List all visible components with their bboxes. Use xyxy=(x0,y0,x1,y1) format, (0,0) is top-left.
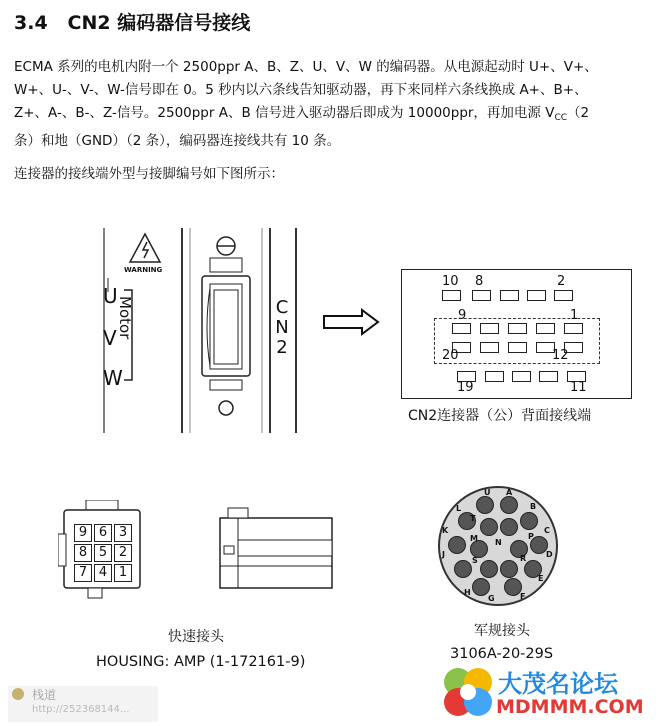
pin-8-label: 8 xyxy=(475,274,484,289)
drive-front-panel xyxy=(100,228,310,433)
pin-10-label: 10 xyxy=(442,274,459,289)
pin-7: 7 xyxy=(74,564,92,582)
pin-19-label: 19 xyxy=(457,380,474,395)
intro-paragraph xyxy=(14,56,654,153)
watermark-label: 栈道 xyxy=(32,688,57,702)
motor-label: Motor xyxy=(116,296,134,340)
cn2-label: C N 2 xyxy=(275,297,289,358)
pin-1: 1 xyxy=(114,564,132,582)
connector-intro: 连接器的接线端外型与接脚编号如下图所示： xyxy=(14,166,284,182)
quick-connector-caption: 快速接头 xyxy=(168,629,224,645)
pin-11-label: 11 xyxy=(570,380,587,395)
arrow-icon xyxy=(322,308,382,336)
pin-9: 9 xyxy=(74,524,92,542)
pin-5: 5 xyxy=(94,544,112,562)
watermark-left xyxy=(8,686,158,722)
pin-8: 8 xyxy=(74,544,92,562)
para-line: Z+、A-、B-、Z-信号。2500ppr A、B 信号进入驱动器后即成为 10000ppr，再加电源 $V_{CC}(2$ xyxy=(14,105,590,123)
terminal-u: U xyxy=(103,284,118,308)
pin-4: 4 xyxy=(94,564,112,582)
warning-label: WARNING xyxy=(124,266,163,274)
pin-3: 3 xyxy=(114,524,132,542)
military-model-label: 3106A-20-29S xyxy=(450,646,554,662)
pin-2: 2 xyxy=(114,544,132,562)
military-connector: A B C D E F G H J K L M N P R S T U xyxy=(438,486,558,606)
pin-12-label: 12 xyxy=(552,348,569,363)
vcc-subscript: CC xyxy=(554,113,568,123)
pin-9-label: 9 xyxy=(458,308,467,323)
cn2-caption: CN2连接器（公）背面接线端 xyxy=(408,408,592,424)
pin-6: 6 xyxy=(94,524,112,542)
quick-connector-side xyxy=(218,506,338,596)
quick-connector-front xyxy=(58,500,146,600)
cn2-connector-diagram xyxy=(401,269,632,399)
section-title: CN2 编码器信号接线 xyxy=(67,12,251,34)
watermark-url: http://252368144... xyxy=(32,704,130,715)
section-number: 3.4 xyxy=(14,12,48,34)
terminal-w: W xyxy=(103,366,123,390)
terminal-v: V xyxy=(103,326,117,350)
para-line: W+、U-、V-、W-信号即在 0。5 秒内以六条线告知驱动器，再下来同样六条线换成 A+、B+、 xyxy=(14,82,588,98)
section-heading xyxy=(14,8,250,35)
site-url: MDMMM.COM xyxy=(496,696,644,718)
military-connector-caption: 军规接头 xyxy=(474,623,530,639)
para-line: ECMA 系列的电机内附一个 2500ppr A、B、Z、U、V、W 的编码器。从电源起动时 U+、V+、 xyxy=(14,59,598,75)
clover-logo-icon xyxy=(440,664,496,720)
pin-2-label: 2 xyxy=(557,274,566,289)
pin-1-label: 1 xyxy=(570,308,579,323)
site-name: 大茂名论坛 xyxy=(498,670,618,698)
para-line: 条）和地（GND）（2 条），编码器连接线共有 10 条。 xyxy=(14,133,341,149)
watermark-icon xyxy=(12,688,24,700)
housing-label: HOUSING: AMP (1-172161-9) xyxy=(96,654,306,670)
site-logo xyxy=(440,662,668,724)
pin-20-label: 20 xyxy=(442,348,459,363)
